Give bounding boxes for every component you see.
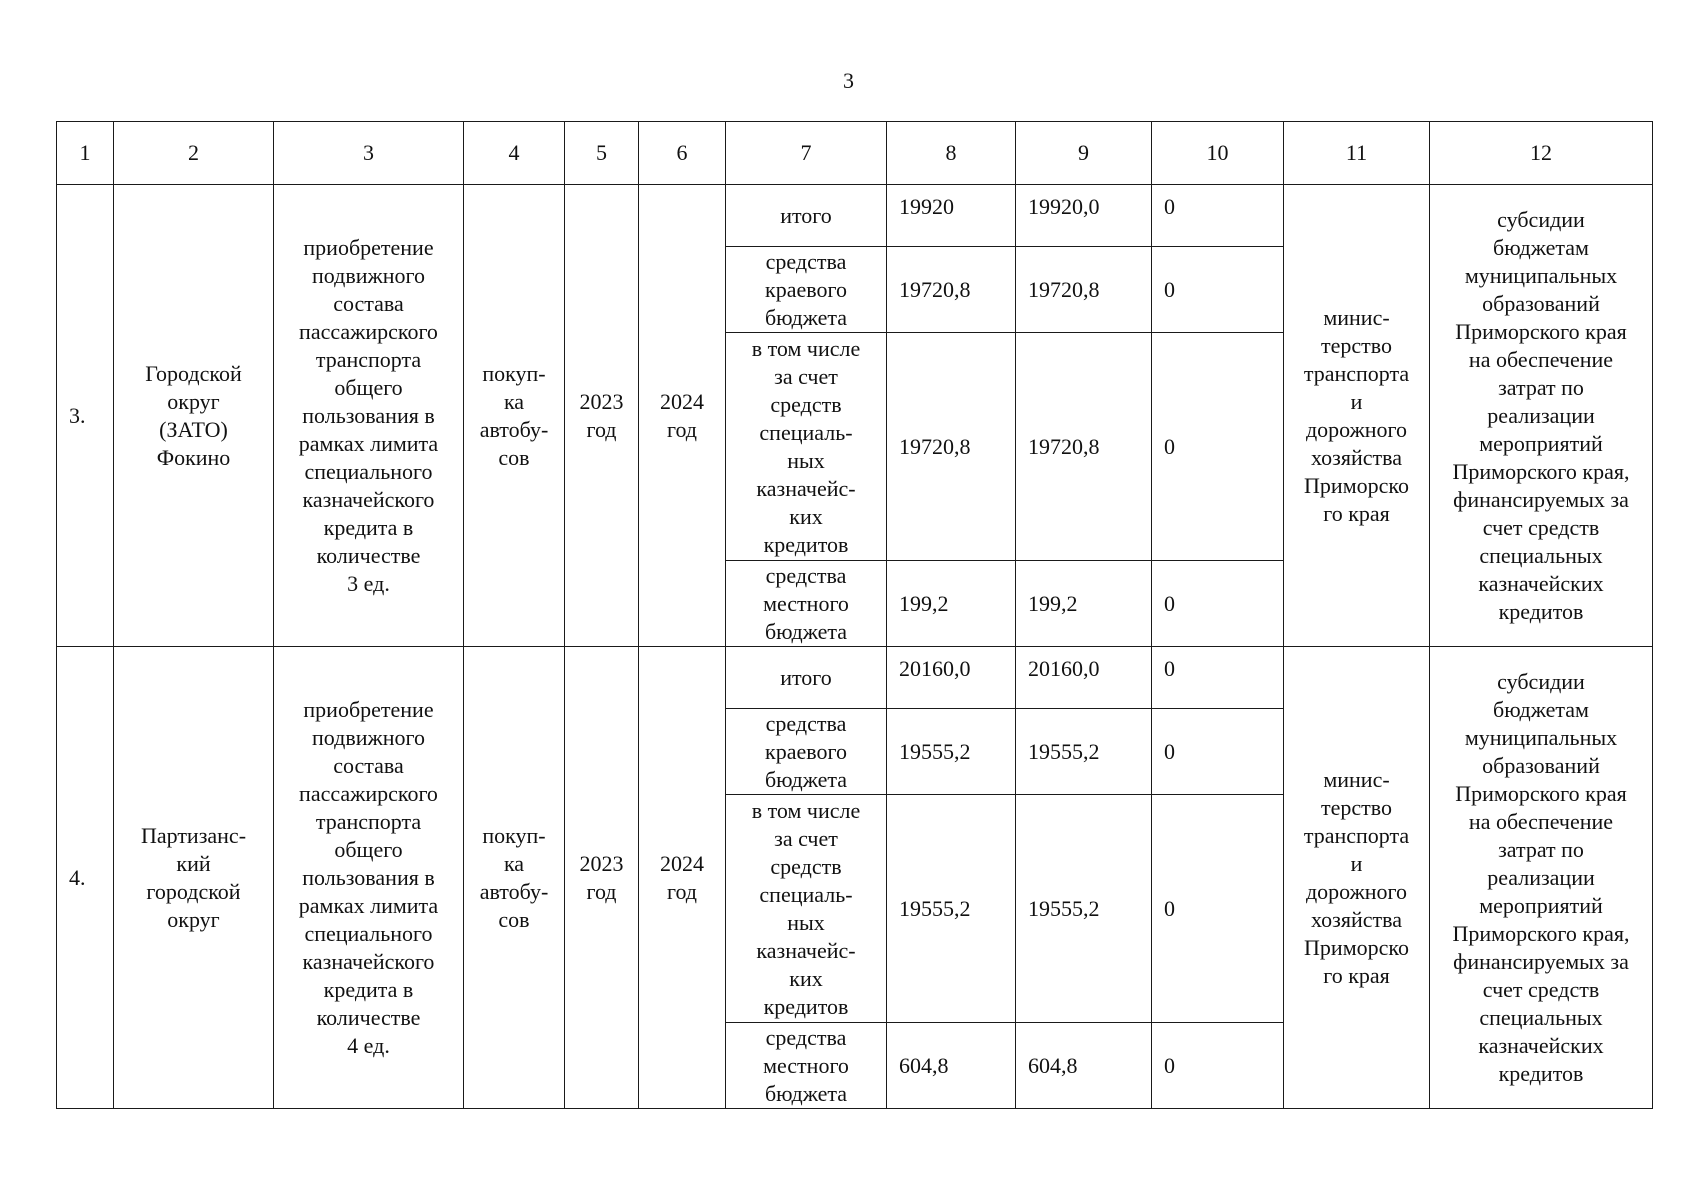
amount-col8: 19555,2 xyxy=(887,709,1016,795)
funding-source-label: в том числе за счет средств специаль- ных казначейс- ких кредитов xyxy=(726,333,887,561)
amount-col8: 604,8 xyxy=(887,1023,1016,1109)
column-header: 7 xyxy=(726,122,887,185)
table-row xyxy=(57,185,1653,247)
municipality-cell: Городской округ (ЗАТО) Фокино xyxy=(114,185,274,647)
row-number: 4. xyxy=(57,647,114,1109)
description-cell: приобретение подвижного состава пассажирского транспорта общего пользования в рамках лимита специального казначейского кредита в количестве 3 ед. xyxy=(274,185,464,647)
amount-col10: 0 xyxy=(1152,1023,1284,1109)
amount-col10: 0 xyxy=(1152,247,1284,333)
note-cell: субсидии бюджетам муниципальных образований Приморского края на обеспечение затрат по реализации мероприятий Приморского края, финансируемых за счет средств специальных казначейских кредитов xyxy=(1430,185,1653,647)
amount-col10: 0 xyxy=(1152,561,1284,647)
amount-col9: 19720,8 xyxy=(1016,247,1152,333)
note-cell: субсидии бюджетам муниципальных образований Приморского края на обеспечение затрат по реализации мероприятий Приморского края, финансируемых за счет средств специальных казначейских кредитов xyxy=(1430,647,1653,1109)
funding-source-label: итого xyxy=(726,185,887,247)
column-header: 5 xyxy=(565,122,639,185)
amount-col10: 0 xyxy=(1152,795,1284,1023)
municipality-cell: Партизанс- кий городской округ xyxy=(114,647,274,1109)
page-number: 3 xyxy=(843,68,854,93)
amount-col9: 19555,2 xyxy=(1016,709,1152,795)
year-start-cell: 2023 год xyxy=(565,185,639,647)
amount-col9: 604,8 xyxy=(1016,1023,1152,1109)
amount-col9: 199,2 xyxy=(1016,561,1152,647)
column-number-row xyxy=(57,122,1653,185)
amount-col9: 20160,0 xyxy=(1016,647,1152,709)
table-row xyxy=(57,647,1653,709)
funding-source-label: средства местного бюджета xyxy=(726,561,887,647)
year-start-cell: 2023 год xyxy=(565,647,639,1109)
year-end-cell: 2024 год xyxy=(639,185,726,647)
activity-cell: покуп- ка автобу- сов xyxy=(464,647,565,1109)
funding-source-label: итого xyxy=(726,647,887,709)
amount-col10: 0 xyxy=(1152,333,1284,561)
column-header: 4 xyxy=(464,122,565,185)
amount-col8: 19555,2 xyxy=(887,795,1016,1023)
amount-col8: 19920 xyxy=(887,185,1016,247)
activity-cell: покуп- ка автобу- сов xyxy=(464,185,565,647)
amount-col8: 199,2 xyxy=(887,561,1016,647)
description-cell: приобретение подвижного состава пассажирского транспорта общего пользования в рамках лимита специального казначейского кредита в количестве 4 ед. xyxy=(274,647,464,1109)
column-header: 2 xyxy=(114,122,274,185)
amount-col9: 19720,8 xyxy=(1016,333,1152,561)
amount-col9: 19555,2 xyxy=(1016,795,1152,1023)
amount-col10: 0 xyxy=(1152,185,1284,247)
year-end-cell: 2024 год xyxy=(639,647,726,1109)
executor-cell: минис- терство транспорта и дорожного хозяйства Приморско го края xyxy=(1284,647,1430,1109)
column-header: 8 xyxy=(887,122,1016,185)
amount-col8: 20160,0 xyxy=(887,647,1016,709)
program-table xyxy=(56,121,1653,1109)
column-header: 9 xyxy=(1016,122,1152,185)
amount-col9: 19920,0 xyxy=(1016,185,1152,247)
column-header: 6 xyxy=(639,122,726,185)
amount-col8: 19720,8 xyxy=(887,247,1016,333)
column-header: 3 xyxy=(274,122,464,185)
funding-source-label: средства местного бюджета xyxy=(726,1023,887,1109)
row-number: 3. xyxy=(57,185,114,647)
column-header: 1 xyxy=(57,122,114,185)
amount-col10: 0 xyxy=(1152,709,1284,795)
amount-col8: 19720,8 xyxy=(887,333,1016,561)
funding-source-label: в том числе за счет средств специаль- ных казначейс- ких кредитов xyxy=(726,795,887,1023)
column-header: 12 xyxy=(1430,122,1653,185)
column-header: 11 xyxy=(1284,122,1430,185)
column-header: 10 xyxy=(1152,122,1284,185)
funding-source-label: средства краевого бюджета xyxy=(726,709,887,795)
amount-col10: 0 xyxy=(1152,647,1284,709)
funding-source-label: средства краевого бюджета xyxy=(726,247,887,333)
executor-cell: минис- терство транспорта и дорожного хозяйства Приморско го края xyxy=(1284,185,1430,647)
